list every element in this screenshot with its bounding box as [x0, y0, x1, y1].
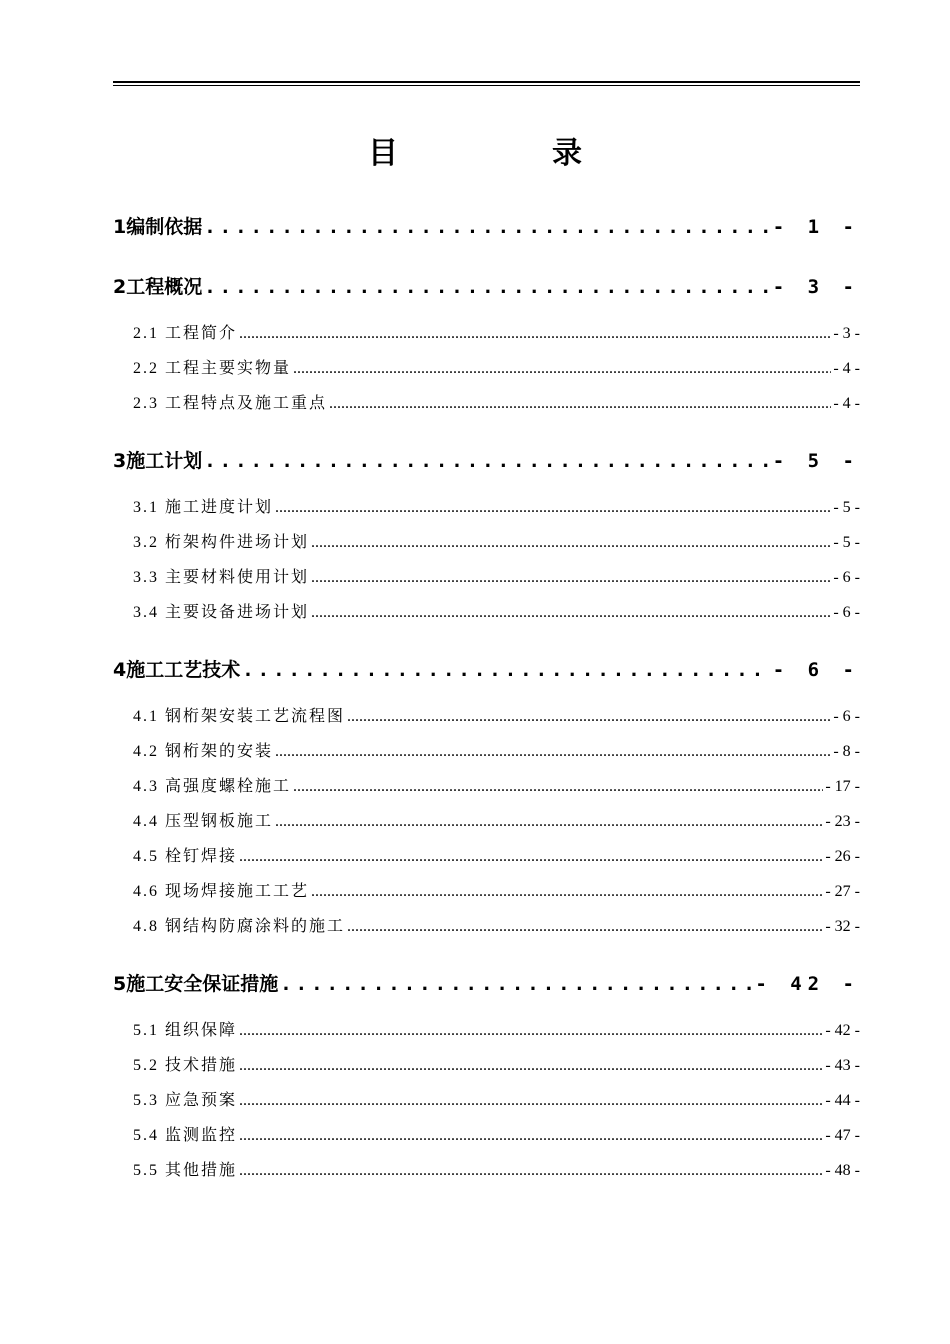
- toc-page: - 5 -: [833, 534, 860, 551]
- toc-label: 3.4 主要设备进场计划: [133, 604, 310, 621]
- toc-label: 4.1 钢桁架安装工艺流程图: [133, 708, 346, 725]
- toc-entry-2[interactable]: [113, 272, 860, 299]
- toc-entry-4-2[interactable]: [133, 738, 860, 761]
- leader-dots: [204, 276, 771, 298]
- toc-entry-3-1[interactable]: [133, 494, 860, 517]
- toc-page: - 26 -: [825, 848, 860, 865]
- page-title: 目 录: [368, 136, 644, 171]
- toc-page: - 3 -: [772, 276, 860, 298]
- leader-dots: [347, 708, 831, 726]
- toc-entry-3-3[interactable]: [133, 564, 860, 587]
- toc-entry-5-1[interactable]: [133, 1017, 860, 1040]
- toc-page: - 32 -: [825, 918, 860, 935]
- leader-dots: [311, 569, 831, 587]
- toc-entry-3[interactable]: [113, 446, 860, 473]
- toc-label: 1编制依据: [113, 216, 203, 238]
- toc-page: - 5 -: [833, 499, 860, 516]
- leader-dots: [329, 395, 831, 413]
- toc-page: - 17 -: [825, 778, 860, 795]
- leader-dots: [293, 360, 831, 378]
- toc-label: 2工程概况: [113, 276, 203, 298]
- toc-page: - 4 -: [833, 360, 860, 377]
- toc-page: - 42 -: [755, 973, 860, 995]
- toc-page: - 6 -: [772, 659, 860, 681]
- leader-dots: [239, 848, 823, 866]
- leader-dots: [275, 813, 823, 831]
- toc-label: 5.5 其他措施: [133, 1162, 238, 1179]
- toc-entry-4-5[interactable]: [133, 843, 860, 866]
- toc-entry-4-1[interactable]: [133, 703, 860, 726]
- toc-label: 4.6 现场焊接施工工艺: [133, 883, 310, 900]
- toc-label: 3.2 桁架构件进场计划: [133, 534, 310, 551]
- toc-entry-2-3[interactable]: [133, 390, 860, 413]
- toc-page: - 48 -: [825, 1162, 860, 1179]
- toc-entry-1[interactable]: [113, 212, 860, 239]
- leader-dots: [311, 604, 831, 622]
- toc-label: 5.2 技术措施: [133, 1057, 238, 1074]
- toc-page: - 43 -: [825, 1057, 860, 1074]
- leader-dots: [204, 216, 771, 238]
- toc-entry-5-5[interactable]: [133, 1157, 860, 1180]
- leader-dots: [311, 534, 831, 552]
- toc-page: - 23 -: [825, 813, 860, 830]
- toc-page: - 27 -: [825, 883, 860, 900]
- toc-page: - 47 -: [825, 1127, 860, 1144]
- leader-dots: [239, 325, 831, 343]
- leader-dots: [239, 1162, 823, 1180]
- toc-label: 5.1 组织保障: [133, 1022, 238, 1039]
- toc-label: 2.2 工程主要实物量: [133, 360, 292, 377]
- leader-dots: [280, 973, 753, 995]
- toc-label: 4.2 钢桁架的安装: [133, 743, 274, 760]
- toc-entry-2-2[interactable]: [133, 355, 860, 378]
- toc-page: - 44 -: [825, 1092, 860, 1109]
- toc-label: 5.3 应急预案: [133, 1092, 238, 1109]
- toc-entry-5-4[interactable]: [133, 1122, 860, 1145]
- leader-dots: [242, 659, 771, 681]
- toc-entry-5-3[interactable]: [133, 1087, 860, 1110]
- toc-entry-4-8[interactable]: [133, 913, 860, 936]
- leader-dots: [239, 1022, 823, 1040]
- toc-page: - 42 -: [825, 1022, 860, 1039]
- toc-label: 4.4 压型钢板施工: [133, 813, 274, 830]
- header-rule-thin: [113, 85, 860, 86]
- toc-label: 3.1 施工进度计划: [133, 499, 274, 516]
- leader-dots: [293, 778, 823, 796]
- toc-label: 2.1 工程简介: [133, 325, 238, 342]
- toc-entry-5-2[interactable]: [133, 1052, 860, 1075]
- toc-entry-3-4[interactable]: [133, 599, 860, 622]
- leader-dots: [239, 1057, 823, 1075]
- toc-entry-4-6[interactable]: [133, 878, 860, 901]
- toc-label: 3.3 主要材料使用计划: [133, 569, 310, 586]
- toc-entry-4[interactable]: [113, 655, 860, 682]
- toc-page: - 4 -: [833, 395, 860, 412]
- toc-page: - 6 -: [833, 569, 860, 586]
- toc-label: 5.4 监测监控: [133, 1127, 238, 1144]
- toc-entry-5[interactable]: [113, 969, 860, 996]
- leader-dots: [347, 918, 823, 936]
- toc-entry-4-4[interactable]: [133, 808, 860, 831]
- leader-dots: [239, 1092, 823, 1110]
- toc-page: - 8 -: [833, 743, 860, 760]
- leader-dots: [311, 883, 823, 901]
- toc-page: - 6 -: [833, 708, 860, 725]
- toc-label: 4.5 栓钉焊接: [133, 848, 238, 865]
- toc-label: 2.3 工程特点及施工重点: [133, 395, 328, 412]
- leader-dots: [275, 743, 831, 761]
- toc-page: - 1 -: [772, 216, 860, 238]
- header-rule: [113, 81, 860, 83]
- leader-dots: [239, 1127, 823, 1145]
- leader-dots: [275, 499, 831, 517]
- toc-entry-3-2[interactable]: [133, 529, 860, 552]
- toc-entry-2-1[interactable]: [133, 320, 860, 343]
- toc-label: 4施工工艺技术: [113, 659, 241, 681]
- toc-page: - 5 -: [772, 450, 860, 472]
- toc-label: 5施工安全保证措施: [113, 973, 279, 995]
- leader-dots: [204, 450, 771, 472]
- toc-page: - 6 -: [833, 604, 860, 621]
- toc-entry-4-3[interactable]: [133, 773, 860, 796]
- toc-label: 4.3 高强度螺栓施工: [133, 778, 292, 795]
- toc-label: 3施工计划: [113, 450, 203, 472]
- toc-label: 4.8 钢结构防腐涂料的施工: [133, 918, 346, 935]
- toc-page: - 3 -: [833, 325, 860, 342]
